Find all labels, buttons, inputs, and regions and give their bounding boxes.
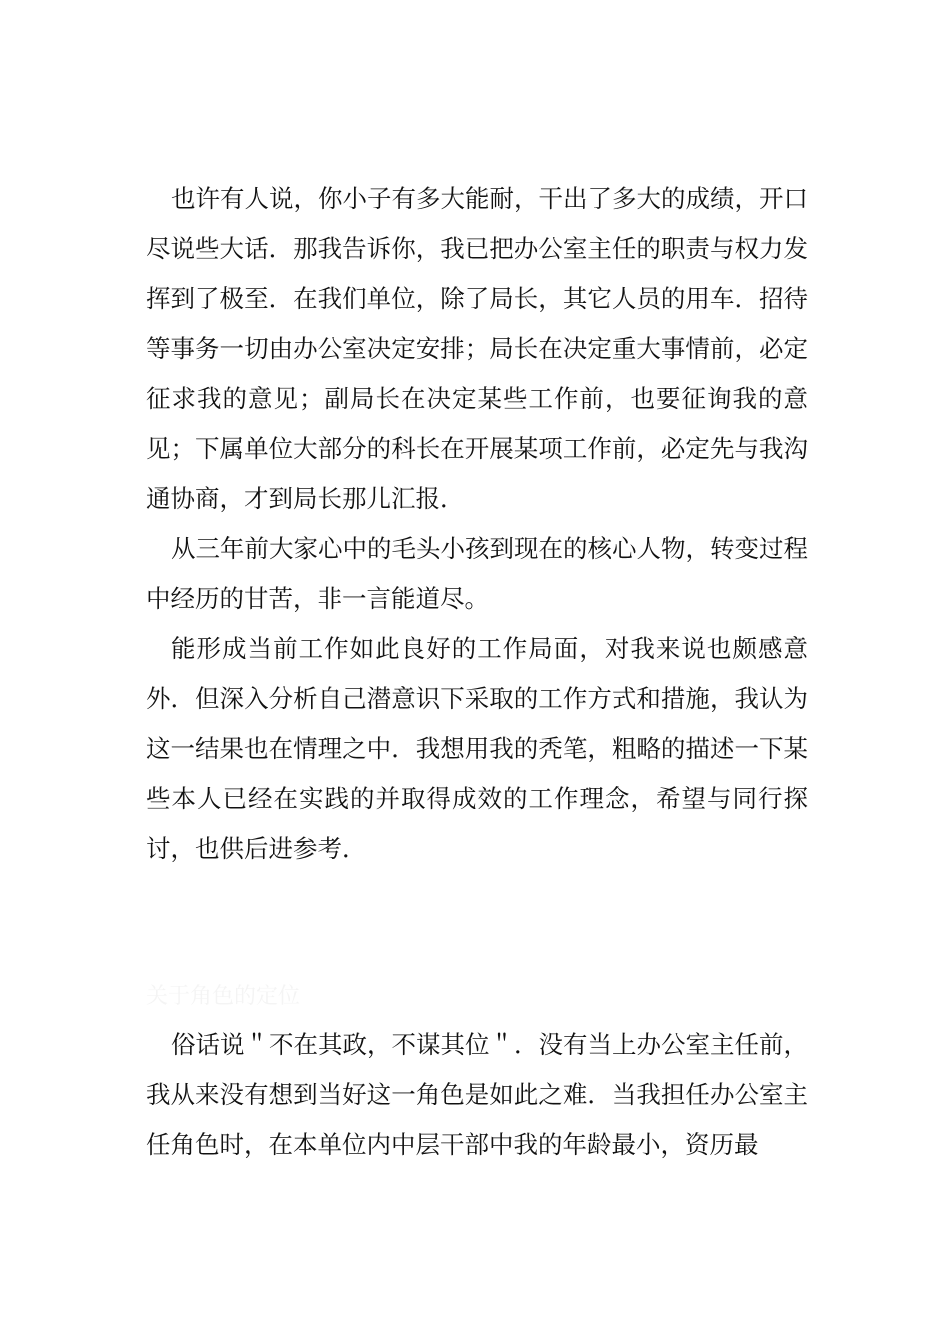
paragraph: 俗话说＂不在其政，不谋其位＂．没有当上办公室主任前，我从来没有想到当好这一角色是如此之难．当我担任办公室主任角色时，在本单位内中层干部中我的年龄最小，资历最 xyxy=(146,1030,808,1159)
section-body-text xyxy=(146,1020,808,1170)
paragraph: 能形成当前工作如此良好的工作局面，对我来说也颇感意外．但深入分析自己潜意识下采取的工作方式和措施，我认为这一结果也在情理之中．我想用我的秃笔，粗略的描述一下某些本人已经在实践的并取得成效的工作理念，希望与同行探讨，也供后进参考． xyxy=(146,634,808,863)
paragraph: 从三年前大家心中的毛头小孩到现在的核心人物，转变过程中经历的甘苦，非一言能道尽。 xyxy=(146,534,808,613)
body-text xyxy=(146,174,808,874)
paragraph: 也许有人说，你小子有多大能耐，干出了多大的成绩，开口尽说些大话．那我告诉你，我已把办公室主任的职责与权力发挥到了极至．在我们单位，除了局长，其它人员的用车．招待等事务一切由办公室决定安排；局长在决定重大事情前，必定征求我的意见；副局长在决定某些工作前，也要征询我的意见；下属单位大部分的科长在开展某项工作前，必定先与我沟通协商，才到局长那儿汇报． xyxy=(146,184,808,513)
section-heading: 关于角色的定位 xyxy=(146,984,301,1009)
